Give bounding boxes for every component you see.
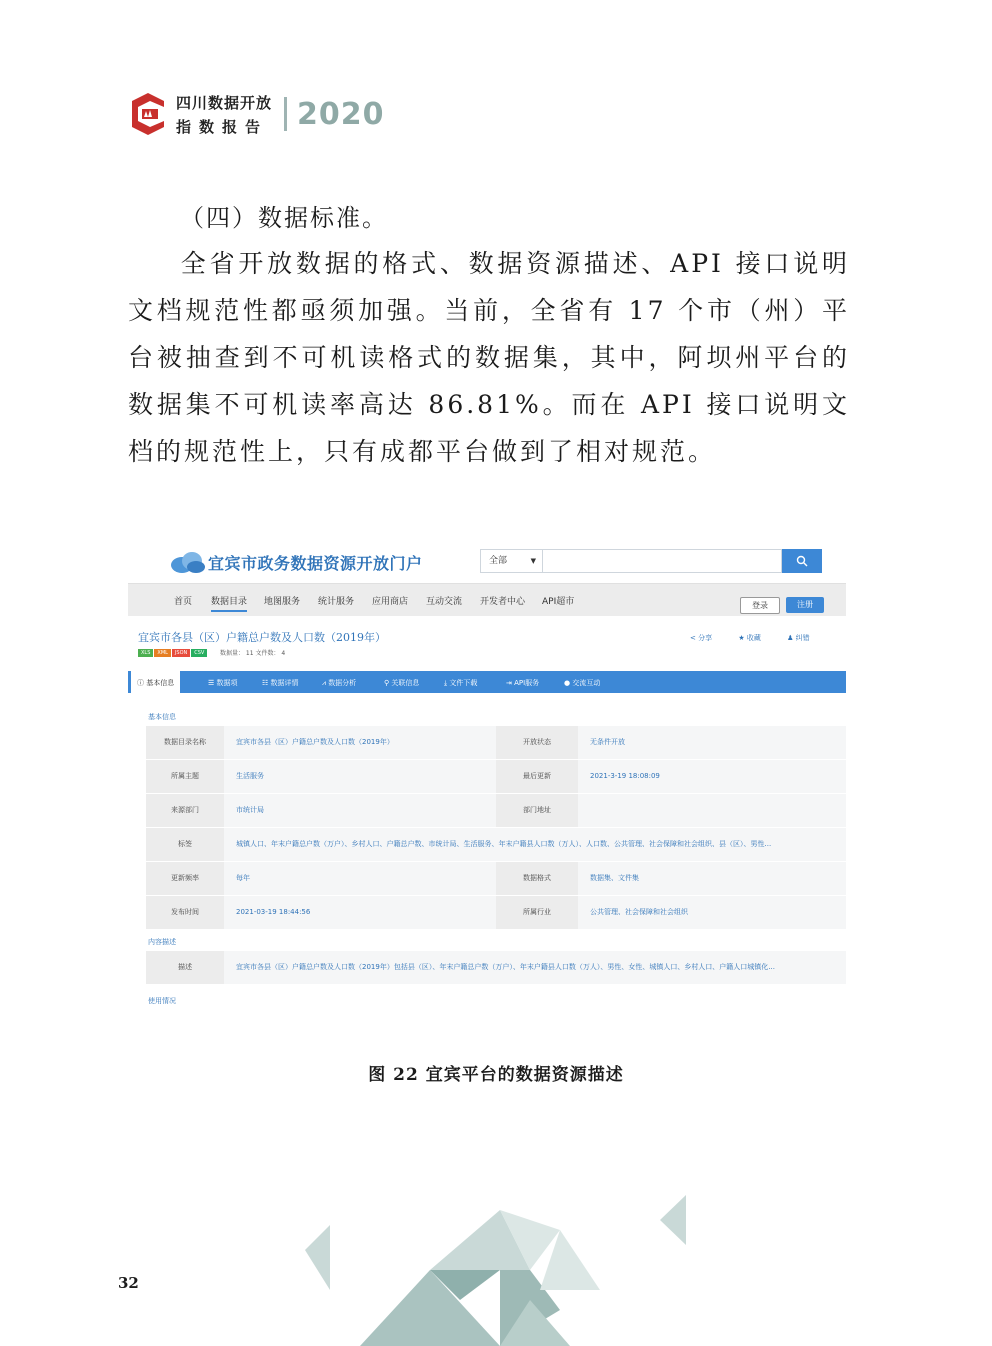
field-key: 来源部门 (146, 794, 224, 827)
table-row (146, 726, 846, 760)
field-value: 2021-3-19 18:08:09 (590, 772, 660, 780)
nav-item-stats[interactable]: 统计服务 (318, 597, 355, 607)
field-value: 2021-03-19 18:44:56 (236, 908, 311, 916)
cloud-logo-icon (168, 550, 206, 574)
field-key: 发布时间 (146, 896, 224, 929)
field-value: 宜宾市各县（区）户籍总户数及人口数（2019年）包括县（区）、年末户籍总户数（万户）、年末户籍县人口数（万人）、男性、女性、城镇人口、乡村人口、户籍人口城镇化... (236, 963, 775, 971)
tab-basic-info[interactable]: ⓘ 基本信息 (128, 671, 180, 693)
field-value: 宜宾市各县（区）户籍总户数及人口数（2019年） (236, 738, 394, 746)
nav-item-catalog[interactable]: 数据目录 (211, 594, 247, 612)
body-paragraph-text: 全省开放数据的格式、数据资源描述、API 接口说明文档规范性都亟须加强。当前，全省有 17 个市（州）平台被抽查到不可机读格式的数据集，其中，阿坝州平台的数据集不可机读率高达 86.81%。而在 API 接口说明文档的规范性上，只有成都平台做到了相对规范。 (128, 249, 850, 466)
share-button[interactable]: < 分享 (690, 634, 713, 642)
field-value: 无条件开放 (590, 738, 625, 746)
section-title: （四）数据标准。 (180, 204, 388, 232)
format-badge: CSV (191, 649, 207, 657)
field-value: 数据集、文件集 (590, 874, 639, 882)
register-button[interactable]: 注册 (786, 597, 824, 613)
portal-header (128, 541, 846, 581)
portal-nav (128, 583, 846, 616)
nav-item-api[interactable]: API超市 (542, 597, 575, 607)
field-value: 城镇人口、年末户籍总户数（万户）、乡村人口、户籍总户数、市统计局、生活服务、年末户籍县人口数（万人）、人口数、公共管理、社会保障和社会组织、县（区）、男性... (236, 840, 772, 848)
body-paragraph (128, 240, 850, 475)
login-button[interactable]: 登录 (740, 597, 780, 614)
nav-item-interact[interactable]: 互动交流 (426, 597, 463, 607)
section-content-desc: 内容描述 (148, 938, 176, 946)
tab-interaction[interactable]: ● 交流互动 (564, 679, 601, 687)
field-key: 所属行业 (496, 896, 578, 929)
tab-api-service[interactable]: ⇥ API服务 (506, 679, 540, 687)
search-input[interactable] (480, 549, 782, 573)
tab-data-details[interactable]: ☷ 数据详情 (262, 679, 299, 687)
report-header (128, 88, 385, 140)
search-button[interactable] (782, 549, 822, 573)
nav-item-map[interactable]: 地图服务 (264, 597, 301, 607)
table-row (146, 896, 846, 930)
dataset-actions (690, 633, 834, 643)
field-value: 市统计局 (236, 806, 264, 814)
format-badge: XLS (138, 649, 153, 657)
table-row (146, 794, 846, 828)
search-scope-select[interactable]: 全部 ▼ (481, 550, 543, 572)
field-key: 数据格式 (496, 862, 578, 895)
format-badges (138, 649, 207, 657)
dataset-tabs (128, 671, 846, 693)
tab-related-info[interactable]: ⚲ 关联信息 (384, 679, 420, 687)
field-value: 生活服务 (236, 772, 264, 780)
field-key: 开放状态 (496, 726, 578, 759)
report-error-button[interactable]: ♟ 纠错 (787, 634, 810, 642)
dataset-meta: 数据量： 11 文件数： 4 (220, 650, 286, 657)
field-key: 最后更新 (496, 760, 578, 793)
report-year: 2020 (297, 96, 385, 132)
header-divider (284, 97, 287, 131)
section-basic-info: 基本信息 (148, 713, 176, 721)
table-row (146, 828, 846, 862)
section-usage: 使用情况 (148, 997, 176, 1005)
field-value: 每年 (236, 874, 250, 882)
search-icon (796, 555, 808, 567)
figure-caption: 图 22 宜宾平台的数据资源描述 (368, 1065, 624, 1085)
field-key: 标签 (146, 828, 224, 861)
chevron-down-icon: ▼ (530, 557, 536, 565)
tab-data-analysis[interactable]: ⩘ 数据分析 (322, 679, 357, 687)
report-logo-icon (128, 91, 168, 137)
basic-info-table (146, 726, 846, 930)
portal-screenshot (128, 541, 846, 1013)
tab-file-download[interactable]: ⤓ 文件下载 (444, 679, 478, 687)
format-badge: JSON (172, 649, 190, 657)
nav-item-home[interactable]: 首页 (174, 597, 193, 607)
format-badge: XML (154, 649, 171, 657)
field-key: 更新频率 (146, 862, 224, 895)
favorite-button[interactable]: ★ 收藏 (738, 634, 761, 642)
table-row (146, 760, 846, 794)
table-row (146, 951, 846, 985)
tab-data-items[interactable]: ☰ 数据项 (208, 679, 238, 687)
portal-title: 宜宾市政务数据资源开放门户 (208, 554, 423, 573)
decorative-triangles (300, 1190, 700, 1346)
field-key: 数据目录名称 (146, 726, 224, 759)
field-key: 部门地址 (496, 794, 578, 827)
report-title-line2: 指数报告 (176, 117, 269, 136)
page-number: 32 (118, 1274, 139, 1292)
desc-table (146, 951, 846, 985)
nav-item-apps[interactable]: 应用商店 (372, 597, 409, 607)
field-key: 所属主题 (146, 760, 224, 793)
nav-item-developer[interactable]: 开发者中心 (480, 597, 526, 607)
field-value: 公共管理、社会保障和社会组织 (590, 908, 688, 916)
dataset-title: 宜宾市各县（区）户籍总户数及人口数（2019年） (138, 631, 386, 644)
field-key: 描述 (146, 951, 224, 984)
report-title-line1: 四川数据开放 (176, 93, 273, 112)
table-row (146, 862, 846, 896)
